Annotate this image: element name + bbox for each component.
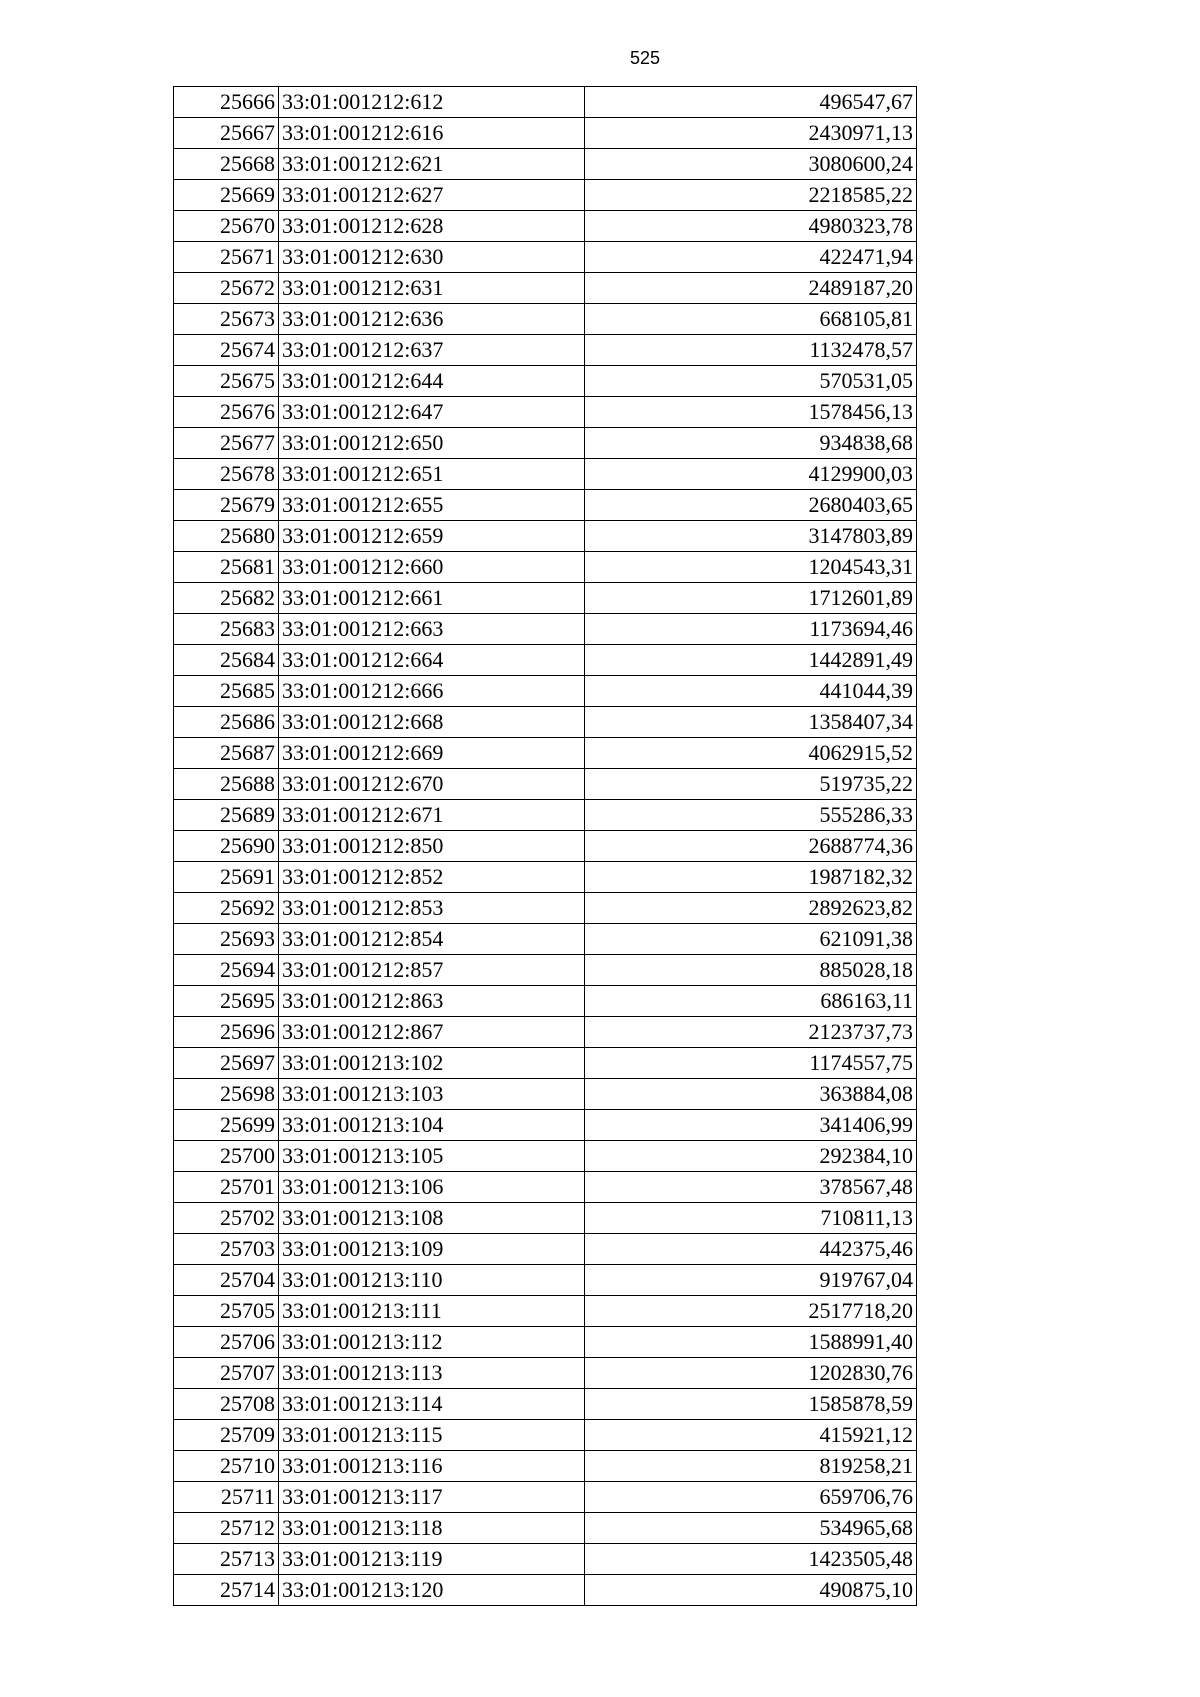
cadastral-number-cell: 33:01:001213:119 <box>279 1544 585 1575</box>
cadastral-value-cell: 4980323,78 <box>585 211 917 242</box>
table-row <box>174 955 917 986</box>
cadastral-number-cell: 33:01:001213:103 <box>279 1079 585 1110</box>
cadastral-number-cell: 33:01:001212:647 <box>279 397 585 428</box>
cadastral-number-cell: 33:01:001212:663 <box>279 614 585 645</box>
cadastral-number-cell: 33:01:001213:109 <box>279 1234 585 1265</box>
cadastral-number-cell: 33:01:001212:854 <box>279 924 585 955</box>
row-number-cell: 25670 <box>174 211 279 242</box>
cadastral-value-cell: 341406,99 <box>585 1110 917 1141</box>
cadastral-number-cell: 33:01:001213:120 <box>279 1575 585 1606</box>
row-number-cell: 25692 <box>174 893 279 924</box>
row-number-cell: 25684 <box>174 645 279 676</box>
row-number-cell: 25681 <box>174 552 279 583</box>
page-number: 525 <box>629 48 661 68</box>
table-row <box>174 986 917 1017</box>
row-number-cell: 25667 <box>174 118 279 149</box>
table-row <box>174 459 917 490</box>
row-number-cell: 25683 <box>174 614 279 645</box>
cadastral-value-cell: 534965,68 <box>585 1513 917 1544</box>
cadastral-number-cell: 33:01:001212:621 <box>279 149 585 180</box>
cadastral-value-cell: 363884,08 <box>585 1079 917 1110</box>
cadastral-value-cell: 490875,10 <box>585 1575 917 1606</box>
cadastral-value-cell: 1174557,75 <box>585 1048 917 1079</box>
table-row <box>174 1575 917 1606</box>
row-number-cell: 25708 <box>174 1389 279 1420</box>
row-number-cell: 25688 <box>174 769 279 800</box>
table-row <box>174 1141 917 1172</box>
row-number-cell: 25680 <box>174 521 279 552</box>
row-number-cell: 25703 <box>174 1234 279 1265</box>
cadastral-number-cell: 33:01:001212:630 <box>279 242 585 273</box>
table-body <box>174 87 917 1606</box>
row-number-cell: 25677 <box>174 428 279 459</box>
table-row <box>174 180 917 211</box>
row-number-cell: 25705 <box>174 1296 279 1327</box>
cadastral-value-cell: 710811,13 <box>585 1203 917 1234</box>
row-number-cell: 25700 <box>174 1141 279 1172</box>
row-number-cell: 25678 <box>174 459 279 490</box>
cadastral-number-cell: 33:01:001213:113 <box>279 1358 585 1389</box>
row-number-cell: 25666 <box>174 87 279 118</box>
table-row <box>174 149 917 180</box>
table-row <box>174 118 917 149</box>
table-row <box>174 335 917 366</box>
row-number-cell: 25704 <box>174 1265 279 1296</box>
cadastral-value-cell: 2688774,36 <box>585 831 917 862</box>
table-row <box>174 893 917 924</box>
cadastral-number-cell: 33:01:001213:115 <box>279 1420 585 1451</box>
cadastral-value-cell: 668105,81 <box>585 304 917 335</box>
table-row <box>174 1544 917 1575</box>
table-row <box>174 1110 917 1141</box>
table-row <box>174 397 917 428</box>
row-number-cell: 25712 <box>174 1513 279 1544</box>
cadastral-value-cell: 1578456,13 <box>585 397 917 428</box>
cadastral-value-cell: 621091,38 <box>585 924 917 955</box>
cadastral-number-cell: 33:01:001212:670 <box>279 769 585 800</box>
cadastral-number-cell: 33:01:001212:664 <box>279 645 585 676</box>
row-number-cell: 25711 <box>174 1482 279 1513</box>
row-number-cell: 25679 <box>174 490 279 521</box>
row-number-cell: 25696 <box>174 1017 279 1048</box>
row-number-cell: 25687 <box>174 738 279 769</box>
table-row <box>174 707 917 738</box>
row-number-cell: 25709 <box>174 1420 279 1451</box>
table-row <box>174 1265 917 1296</box>
table-row <box>174 304 917 335</box>
cadastral-number-cell: 33:01:001213:104 <box>279 1110 585 1141</box>
cadastral-value-cell: 1442891,49 <box>585 645 917 676</box>
cadastral-value-cell: 3147803,89 <box>585 521 917 552</box>
table-row <box>174 738 917 769</box>
cadastral-value-cell: 555286,33 <box>585 800 917 831</box>
cadastral-value-cell: 1204543,31 <box>585 552 917 583</box>
row-number-cell: 25690 <box>174 831 279 862</box>
cadastral-value-cell: 885028,18 <box>585 955 917 986</box>
row-number-cell: 25676 <box>174 397 279 428</box>
table-row <box>174 800 917 831</box>
row-number-cell: 25675 <box>174 366 279 397</box>
cadastral-number-cell: 33:01:001212:637 <box>279 335 585 366</box>
cadastral-value-cell: 1358407,34 <box>585 707 917 738</box>
row-number-cell: 25668 <box>174 149 279 180</box>
cadastral-number-cell: 33:01:001212:661 <box>279 583 585 614</box>
table-row <box>174 273 917 304</box>
cadastral-number-cell: 33:01:001213:111 <box>279 1296 585 1327</box>
table-row <box>174 366 917 397</box>
cadastral-number-cell: 33:01:001213:110 <box>279 1265 585 1296</box>
cadastral-value-cell: 2680403,65 <box>585 490 917 521</box>
row-number-cell: 25701 <box>174 1172 279 1203</box>
cadastral-value-cell: 1585878,59 <box>585 1389 917 1420</box>
cadastral-number-cell: 33:01:001212:631 <box>279 273 585 304</box>
cadastral-value-cell: 1712601,89 <box>585 583 917 614</box>
row-number-cell: 25691 <box>174 862 279 893</box>
table-row <box>174 211 917 242</box>
row-number-cell: 25697 <box>174 1048 279 1079</box>
cadastral-number-cell: 33:01:001212:671 <box>279 800 585 831</box>
table-row <box>174 1079 917 1110</box>
table-row <box>174 924 917 955</box>
cadastral-number-cell: 33:01:001212:857 <box>279 955 585 986</box>
cadastral-value-cell: 441044,39 <box>585 676 917 707</box>
cadastral-number-cell: 33:01:001213:106 <box>279 1172 585 1203</box>
cadastral-number-cell: 33:01:001213:117 <box>279 1482 585 1513</box>
cadastral-number-cell: 33:01:001212:660 <box>279 552 585 583</box>
cadastral-value-cell: 934838,68 <box>585 428 917 459</box>
cadastral-number-cell: 33:01:001212:853 <box>279 893 585 924</box>
cadastral-value-cell: 496547,67 <box>585 87 917 118</box>
table-row <box>174 428 917 459</box>
cadastral-number-cell: 33:01:001212:651 <box>279 459 585 490</box>
cadastral-number-cell: 33:01:001212:867 <box>279 1017 585 1048</box>
row-number-cell: 25713 <box>174 1544 279 1575</box>
cadastral-value-cell: 1173694,46 <box>585 614 917 645</box>
cadastral-number-cell: 33:01:001213:114 <box>279 1389 585 1420</box>
cadastral-value-table <box>173 86 917 1606</box>
table-row <box>174 1513 917 1544</box>
cadastral-number-cell: 33:01:001213:118 <box>279 1513 585 1544</box>
row-number-cell: 25685 <box>174 676 279 707</box>
cadastral-value-cell: 3080600,24 <box>585 149 917 180</box>
table-row <box>174 1327 917 1358</box>
row-number-cell: 25694 <box>174 955 279 986</box>
cadastral-value-cell: 2892623,82 <box>585 893 917 924</box>
cadastral-value-cell: 519735,22 <box>585 769 917 800</box>
cadastral-number-cell: 33:01:001212:655 <box>279 490 585 521</box>
cadastral-number-cell: 33:01:001212:669 <box>279 738 585 769</box>
table-row <box>174 614 917 645</box>
cadastral-value-cell: 919767,04 <box>585 1265 917 1296</box>
table-row <box>174 1389 917 1420</box>
table-row <box>174 490 917 521</box>
cadastral-number-cell: 33:01:001212:650 <box>279 428 585 459</box>
table-row <box>174 1451 917 1482</box>
cadastral-number-cell: 33:01:001212:852 <box>279 862 585 893</box>
cadastral-value-cell: 1987182,32 <box>585 862 917 893</box>
cadastral-number-cell: 33:01:001212:612 <box>279 87 585 118</box>
cadastral-value-cell: 422471,94 <box>585 242 917 273</box>
cadastral-number-cell: 33:01:001213:108 <box>279 1203 585 1234</box>
row-number-cell: 25702 <box>174 1203 279 1234</box>
cadastral-value-cell: 819258,21 <box>585 1451 917 1482</box>
row-number-cell: 25686 <box>174 707 279 738</box>
table-row <box>174 1296 917 1327</box>
table-row <box>174 676 917 707</box>
cadastral-value-cell: 415921,12 <box>585 1420 917 1451</box>
table-row <box>174 242 917 273</box>
cadastral-number-cell: 33:01:001212:666 <box>279 676 585 707</box>
row-number-cell: 25693 <box>174 924 279 955</box>
table-row <box>174 552 917 583</box>
table-row <box>174 862 917 893</box>
cadastral-value-cell: 1132478,57 <box>585 335 917 366</box>
cadastral-number-cell: 33:01:001213:102 <box>279 1048 585 1079</box>
cadastral-value-cell: 292384,10 <box>585 1141 917 1172</box>
table-row <box>174 87 917 118</box>
row-number-cell: 25682 <box>174 583 279 614</box>
row-number-cell: 25672 <box>174 273 279 304</box>
cadastral-value-cell: 570531,05 <box>585 366 917 397</box>
table-row <box>174 521 917 552</box>
cadastral-value-cell: 2517718,20 <box>585 1296 917 1327</box>
cadastral-number-cell: 33:01:001212:659 <box>279 521 585 552</box>
row-number-cell: 25707 <box>174 1358 279 1389</box>
cadastral-number-cell: 33:01:001212:644 <box>279 366 585 397</box>
row-number-cell: 25699 <box>174 1110 279 1141</box>
cadastral-value-cell: 4129900,03 <box>585 459 917 490</box>
cadastral-number-cell: 33:01:001212:668 <box>279 707 585 738</box>
table-row <box>174 583 917 614</box>
row-number-cell: 25673 <box>174 304 279 335</box>
cadastral-number-cell: 33:01:001213:116 <box>279 1451 585 1482</box>
row-number-cell: 25671 <box>174 242 279 273</box>
cadastral-value-cell: 686163,11 <box>585 986 917 1017</box>
row-number-cell: 25669 <box>174 180 279 211</box>
table-row <box>174 1048 917 1079</box>
row-number-cell: 25689 <box>174 800 279 831</box>
cadastral-value-cell: 2430971,13 <box>585 118 917 149</box>
cadastral-number-cell: 33:01:001212:628 <box>279 211 585 242</box>
row-number-cell: 25698 <box>174 1079 279 1110</box>
cadastral-number-cell: 33:01:001213:105 <box>279 1141 585 1172</box>
cadastral-value-cell: 1202830,76 <box>585 1358 917 1389</box>
table-row <box>174 1203 917 1234</box>
cadastral-number-cell: 33:01:001212:850 <box>279 831 585 862</box>
cadastral-value-cell: 2123737,73 <box>585 1017 917 1048</box>
table-row <box>174 1017 917 1048</box>
cadastral-value-cell: 2218585,22 <box>585 180 917 211</box>
cadastral-value-cell: 378567,48 <box>585 1172 917 1203</box>
cadastral-value-cell: 2489187,20 <box>585 273 917 304</box>
cadastral-number-cell: 33:01:001212:627 <box>279 180 585 211</box>
table-row <box>174 831 917 862</box>
cadastral-value-cell: 1423505,48 <box>585 1544 917 1575</box>
table-row <box>174 1172 917 1203</box>
table-row <box>174 645 917 676</box>
cadastral-value-cell: 659706,76 <box>585 1482 917 1513</box>
cadastral-value-cell: 1588991,40 <box>585 1327 917 1358</box>
row-number-cell: 25714 <box>174 1575 279 1606</box>
row-number-cell: 25674 <box>174 335 279 366</box>
row-number-cell: 25710 <box>174 1451 279 1482</box>
cadastral-number-cell: 33:01:001212:616 <box>279 118 585 149</box>
cadastral-number-cell: 33:01:001212:863 <box>279 986 585 1017</box>
cadastral-value-cell: 442375,46 <box>585 1234 917 1265</box>
table-row <box>174 1420 917 1451</box>
table-row <box>174 1234 917 1265</box>
cadastral-number-cell: 33:01:001213:112 <box>279 1327 585 1358</box>
cadastral-number-cell: 33:01:001212:636 <box>279 304 585 335</box>
table-row <box>174 769 917 800</box>
row-number-cell: 25706 <box>174 1327 279 1358</box>
row-number-cell: 25695 <box>174 986 279 1017</box>
cadastral-value-cell: 4062915,52 <box>585 738 917 769</box>
table-row <box>174 1358 917 1389</box>
table-row <box>174 1482 917 1513</box>
